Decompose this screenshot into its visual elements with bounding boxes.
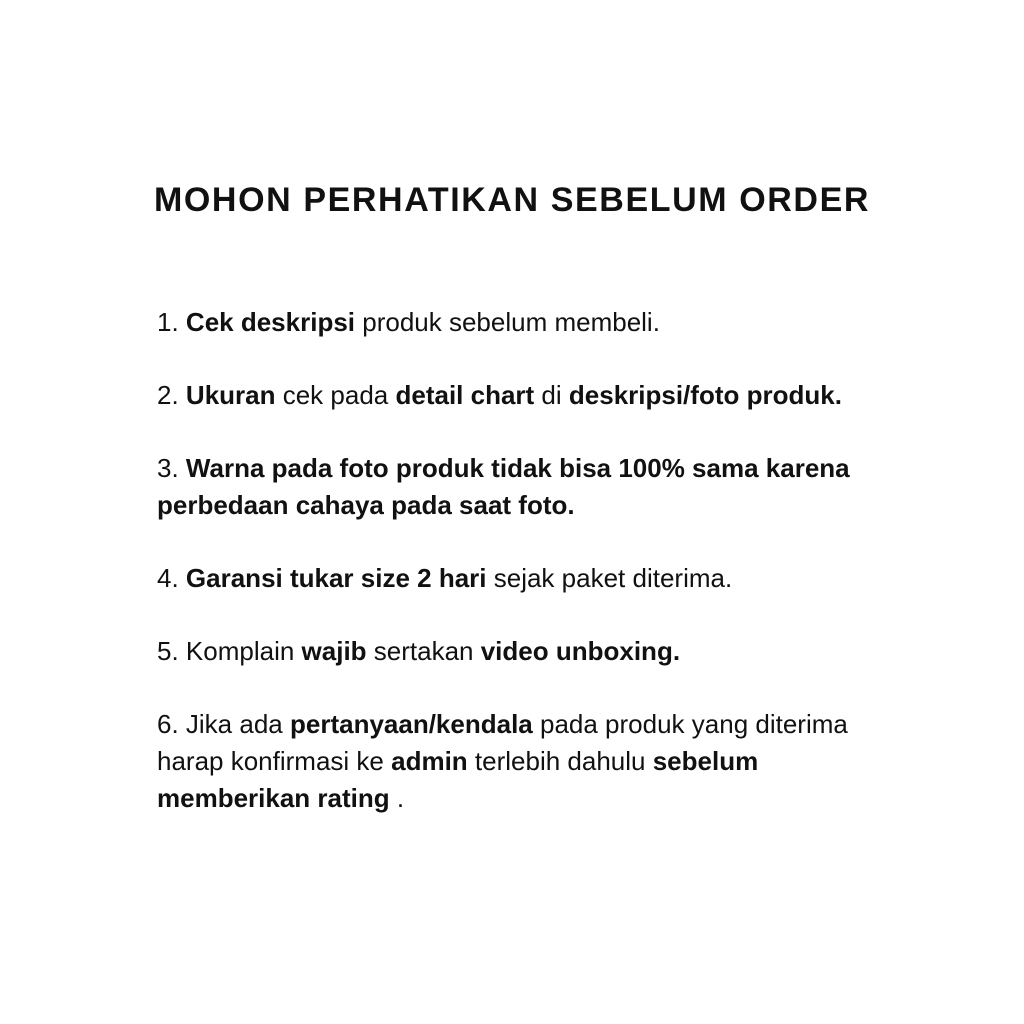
rule-text: 5. Komplain (157, 636, 302, 666)
rule-text: sejak paket diterima. (486, 563, 733, 593)
rule-emphasis-text: wajib (301, 636, 367, 666)
rule-text: cek pada (275, 380, 396, 410)
rule-text: 3. (157, 453, 186, 483)
rule-text: 1. (157, 307, 186, 337)
rule-emphasis-text: Cek deskripsi (185, 307, 356, 337)
rule-text: terlebih dahulu (467, 746, 653, 776)
notice-title: MOHON PERHATIKAN SEBELUM ORDER (153, 181, 871, 219)
rule-emphasis-text: detail chart (395, 380, 535, 410)
rule-emphasis-text: deskripsi/foto produk. (568, 380, 842, 410)
rule-text: . (389, 783, 405, 813)
rule-item-1 (157, 304, 897, 341)
rule-emphasis-text: pertanyaan/kendala (289, 709, 533, 739)
rule-text: produk sebelum membeli. (355, 307, 660, 337)
rules-list (157, 304, 897, 853)
rule-item-6 (157, 706, 897, 817)
rule-emphasis-text: sebelum memberikan rating (157, 746, 759, 813)
rule-text: di (534, 380, 569, 410)
rule-item-3 (157, 450, 897, 524)
rule-text: 2. (157, 380, 186, 410)
rule-emphasis-text: admin (391, 746, 468, 776)
rule-item-4 (157, 560, 897, 597)
rule-item-2 (157, 377, 897, 414)
rule-text: 6. Jika ada (157, 709, 290, 739)
rule-item-5 (157, 633, 897, 670)
rule-text: 4. (157, 563, 186, 593)
rule-emphasis-text: Warna pada foto produk tidak bisa 100% sama karena perbedaan cahaya pada saat foto. (157, 453, 850, 520)
rule-text: pada produk yang diterima harap konfirmasi ke (157, 709, 848, 776)
rule-emphasis-text: video unboxing. (480, 636, 681, 666)
rule-text: sertakan (366, 636, 481, 666)
rule-emphasis-text: Garansi tukar size 2 hari (185, 563, 487, 593)
rule-emphasis-text: Ukuran (185, 380, 276, 410)
